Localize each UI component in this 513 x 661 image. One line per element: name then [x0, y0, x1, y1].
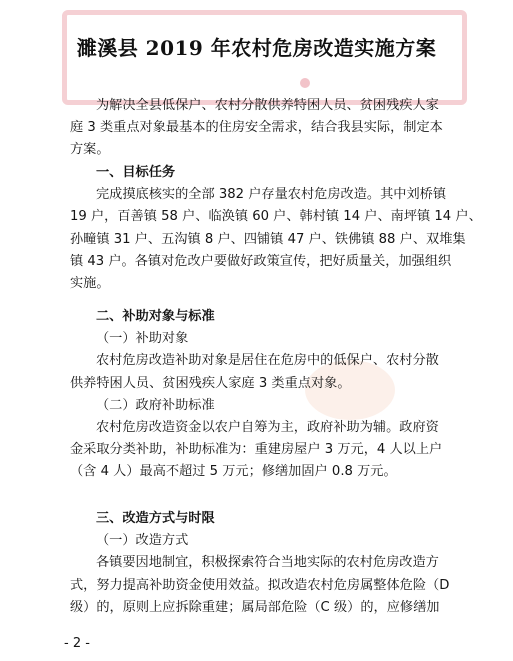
section-3: [70, 508, 450, 619]
section-1-line: 实施。: [70, 276, 110, 292]
section-2-sub1-line: 农村危房改造补助对象是居住在危房中的低保户、农村分散: [96, 353, 439, 369]
section-2-sub1-line: 供养特困人员、贫困残疾人家庭 3 类重点对象。: [70, 375, 351, 391]
section-3-sub1-line: 式，努力提高补助资金使用效益。拟改造农村危房属整体危险（D: [70, 577, 450, 593]
section-2-sub2-heading: （二）政府补助标准: [96, 397, 215, 413]
section-2-sub2-line: 农村危房改造资金以农户自筹为主，政府补助为辅。政府资: [96, 420, 439, 436]
section-3-heading: 三、改造方式与时限: [96, 511, 215, 526]
section-2: [70, 306, 450, 484]
section-1-line: 镇 43 户。各镇对危改户要做好政策宣传，把好质量关，加强组织: [70, 253, 452, 269]
section-3-sub1-heading: （一）改造方式: [96, 533, 189, 549]
section-1-line: 完成摸底核实的全部 382 户存量农村危房改造。其中刘桥镇: [96, 187, 447, 203]
section-3-sub1-line: 各镇要因地制宜，积极探索符合当地实际的农村危房改造方: [96, 555, 439, 571]
section-1-line: 孙疃镇 31 户、五沟镇 8 户、四铺镇 47 户、铁佛镇 88 户、双堆集: [70, 231, 466, 247]
intro-line: 方案。: [70, 142, 110, 158]
intro-line: 为解决全县低保户、农村分散供养特困人员、贫困残疾人家: [96, 98, 439, 113]
section-2-sub2-line: 金采取分类补助，补助标准为：重建房屋户 3 万元，4 人以上户: [70, 442, 443, 458]
document-title: 濉溪县 2019 年农村危房改造实施方案: [76, 36, 437, 60]
section-1-heading: 一、目标任务: [96, 165, 176, 180]
stamp-mark: [300, 78, 310, 88]
intro-line: 庭 3 类重点对象最基本的住房安全需求，结合我县实际，制定本: [70, 120, 443, 136]
page-number: - 2 -: [64, 636, 90, 651]
section-1: [70, 162, 482, 295]
section-1-line: 19 户，百善镇 58 户、临涣镇 60 户、韩村镇 14 户、南坪镇 14 户、: [70, 209, 482, 225]
section-2-sub1-heading: （一）补助对象: [96, 331, 189, 347]
section-2-heading: 二、补助对象与标准: [96, 309, 215, 324]
intro-paragraph: [70, 95, 450, 162]
section-3-sub1-line: 级）的，原则上应拆除重建；属局部危险（C 级）的，应修缮加: [70, 599, 440, 615]
section-2-sub2-line: （含 4 人）最高不超过 5 万元；修缮加固户 0.8 万元。: [70, 464, 397, 480]
